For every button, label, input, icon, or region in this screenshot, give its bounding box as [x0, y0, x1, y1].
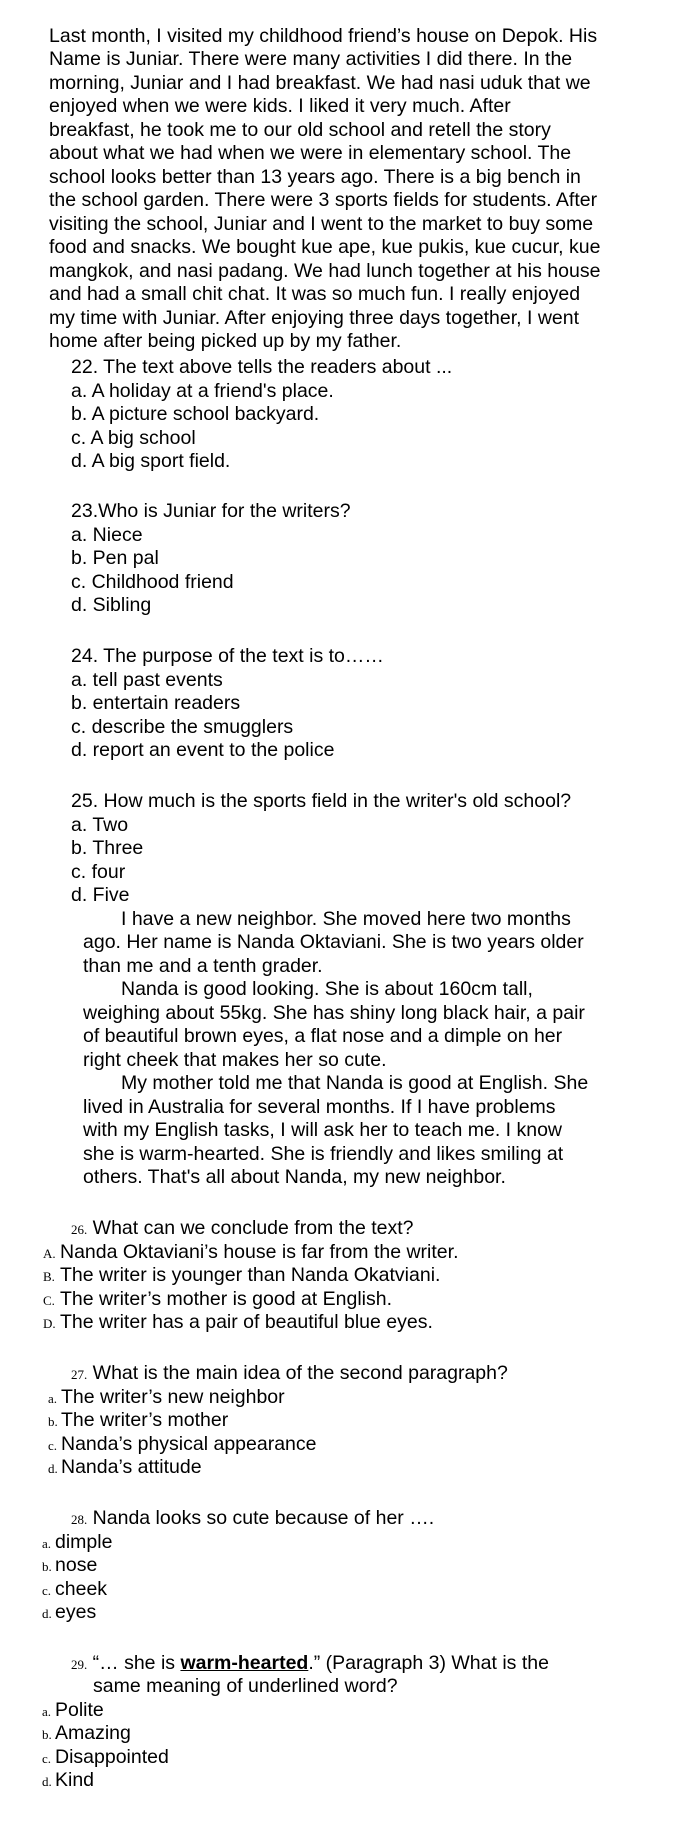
option-text: The writer is younger than Nanda Okatviani.	[60, 1264, 441, 1286]
answer-option[interactable]	[42, 1722, 131, 1746]
answer-option[interactable]	[48, 1456, 202, 1480]
option-letter: a.	[42, 1536, 52, 1551]
question-number: 28.	[71, 1512, 88, 1527]
question-number: 27.	[71, 1367, 88, 1382]
passage-1-line: mangkok, and nasi padang. We had lunch together at his house	[49, 260, 601, 282]
option-letter: b.	[42, 1559, 52, 1574]
option-text: dimple	[55, 1531, 113, 1553]
answer-option[interactable]	[42, 1554, 97, 1578]
answer-option[interactable]: d. Sibling	[71, 594, 152, 616]
question-stem: What is the main idea of the second paragraph?	[92, 1362, 508, 1384]
question-text-line-2: same meaning of underlined word?	[93, 1675, 398, 1697]
option-letter: d.	[42, 1774, 52, 1789]
option-text: The writer’s mother is good at English.	[60, 1288, 393, 1310]
passage-1-line: breakfast, he took me to our old school and retell the story	[49, 119, 551, 141]
question-text	[71, 1507, 434, 1531]
question-text: 22. The text above tells the readers about ...	[71, 356, 453, 378]
answer-option[interactable]	[43, 1288, 392, 1312]
question-stem: Nanda looks so cute because of her ….	[92, 1507, 435, 1529]
question-number: 26.	[71, 1222, 88, 1237]
answer-option[interactable]: b. entertain readers	[71, 692, 241, 714]
answer-option[interactable]: c. A big school	[71, 427, 196, 449]
question-stem-pre: “… she is	[92, 1652, 181, 1674]
passage-1-line: visiting the school, Juniar and I went to the market to buy some	[49, 213, 594, 235]
answer-option[interactable]	[43, 1311, 433, 1335]
passage-1-line: Name is Juniar. There were many activities I did there. In the	[49, 48, 573, 70]
option-text: Amazing	[55, 1722, 131, 1744]
passage-2-line: than me and a tenth grader.	[83, 955, 323, 977]
option-text: The writer’s mother	[61, 1409, 229, 1431]
option-text: Kind	[55, 1769, 95, 1791]
passage-1-line: my time with Juniar. After enjoying three days together, I went	[49, 307, 580, 329]
option-letter: b.	[42, 1727, 52, 1742]
option-text: Nanda Oktaviani’s house is far from the writer.	[60, 1241, 459, 1263]
passage-1-line: food and snacks. We bought kue ape, kue pukis, kue cucur, kue	[49, 236, 601, 258]
answer-option[interactable]: a. Two	[71, 814, 129, 836]
option-text: Nanda’s attitude	[61, 1456, 202, 1478]
question-text: 25. How much is the sports field in the writer's old school?	[71, 790, 572, 812]
passage-1-line: and had a small chit chat. It was so much fun. I really enjoyed	[49, 283, 581, 305]
question-number: 29.	[71, 1657, 88, 1672]
passage-1-line: about what we had when we were in elementary school. The	[49, 142, 572, 164]
answer-option[interactable]: c. Childhood friend	[71, 571, 234, 593]
question-text: 24. The purpose of the text is to……	[71, 645, 384, 667]
passage-1-line: the school garden. There were 3 sports fields for students. After	[49, 189, 598, 211]
option-letter: A.	[43, 1246, 56, 1261]
answer-option[interactable]: a. A holiday at a friend's place.	[71, 380, 334, 402]
passage-2-line: ago. Her name is Nanda Oktaviani. She is two years older	[83, 931, 584, 953]
answer-option[interactable]	[43, 1264, 440, 1288]
option-letter: a.	[42, 1704, 52, 1719]
answer-option[interactable]	[48, 1386, 285, 1410]
underlined-word: warm-hearted	[180, 1652, 309, 1674]
option-letter: d.	[48, 1461, 58, 1476]
passage-1-line: home after being picked up by my father.	[49, 330, 402, 352]
question-stem: What can we conclude from the text?	[92, 1217, 414, 1239]
question-text	[71, 1217, 414, 1241]
option-text: The writer’s new neighbor	[61, 1386, 285, 1408]
answer-option[interactable]: a. Niece	[71, 524, 143, 546]
answer-option[interactable]	[42, 1578, 107, 1602]
option-letter: D.	[43, 1316, 56, 1331]
passage-2-line: weighing about 55kg. She has shiny long black hair, a pair	[83, 1002, 585, 1024]
answer-option[interactable]: c. four	[71, 861, 126, 883]
option-letter: B.	[43, 1269, 55, 1284]
answer-option[interactable]	[42, 1746, 169, 1770]
passage-1-line: school looks better than 13 years ago. There is a big bench in	[49, 166, 581, 188]
answer-option[interactable]	[48, 1409, 228, 1433]
passage-2-line: of beautiful brown eyes, a flat nose and a dimple on her	[83, 1025, 563, 1047]
answer-option[interactable]: b. Three	[71, 837, 144, 859]
option-text: nose	[55, 1554, 98, 1576]
passage-1-line: enjoyed when we were kids. I liked it very much. After	[49, 95, 511, 117]
option-text: cheek	[55, 1578, 108, 1600]
answer-option[interactable]: a. tell past events	[71, 669, 223, 691]
answer-option[interactable]	[42, 1769, 94, 1793]
question-text	[71, 1652, 549, 1676]
option-letter: C.	[43, 1293, 55, 1308]
question-text: 23.Who is Juniar for the writers?	[71, 500, 351, 522]
answer-option[interactable]: c. describe the smugglers	[71, 716, 294, 738]
answer-option[interactable]	[42, 1699, 104, 1723]
passage-2-line: right cheek that makes her so cute.	[83, 1049, 387, 1071]
passage-2-line: she is warm-hearted. She is friendly and likes smiling at	[83, 1143, 564, 1165]
option-letter: c.	[42, 1751, 52, 1766]
passage-1-line: morning, Juniar and I had breakfast. We had nasi uduk that we	[49, 72, 591, 94]
passage-2-line: others. That's all about Nanda, my new neighbor.	[83, 1166, 506, 1188]
option-letter: a.	[48, 1391, 58, 1406]
option-letter: d.	[42, 1606, 52, 1621]
option-text: Polite	[55, 1699, 104, 1721]
passage-2-line: Nanda is good looking. She is about 160cm tall,	[121, 978, 533, 1000]
answer-option[interactable]: b. A picture school backyard.	[71, 403, 320, 425]
option-letter: c.	[42, 1583, 52, 1598]
option-text: eyes	[55, 1601, 97, 1623]
option-letter: c.	[48, 1438, 58, 1453]
answer-option[interactable]	[42, 1531, 112, 1555]
passage-1-line: Last month, I visited my childhood friend’s house on Depok. His	[49, 25, 598, 47]
passage-2-line: with my English tasks, I will ask her to teach me. I know	[83, 1119, 563, 1141]
answer-option[interactable]: b. Pen pal	[71, 547, 159, 569]
answer-option[interactable]: d. Five	[71, 884, 130, 906]
option-text: Nanda’s physical appearance	[61, 1433, 317, 1455]
answer-option[interactable]	[48, 1433, 316, 1457]
answer-option[interactable]	[43, 1241, 458, 1265]
passage-2-line: My mother told me that Nanda is good at English. She	[121, 1072, 589, 1094]
question-stem-post: .” (Paragraph 3) What is the	[308, 1652, 549, 1674]
answer-option[interactable]: d. report an event to the police	[71, 739, 335, 761]
question-text	[71, 1362, 508, 1386]
passage-2-line: I have a new neighbor. She moved here two months	[121, 908, 571, 930]
answer-option[interactable]: d. A big sport field.	[71, 450, 231, 472]
answer-option[interactable]	[42, 1601, 96, 1625]
option-text: The writer has a pair of beautiful blue eyes.	[60, 1311, 433, 1333]
passage-2-line: lived in Australia for several months. If I have problems	[83, 1096, 556, 1118]
option-letter: b.	[48, 1414, 58, 1429]
option-text: Disappointed	[55, 1746, 169, 1768]
